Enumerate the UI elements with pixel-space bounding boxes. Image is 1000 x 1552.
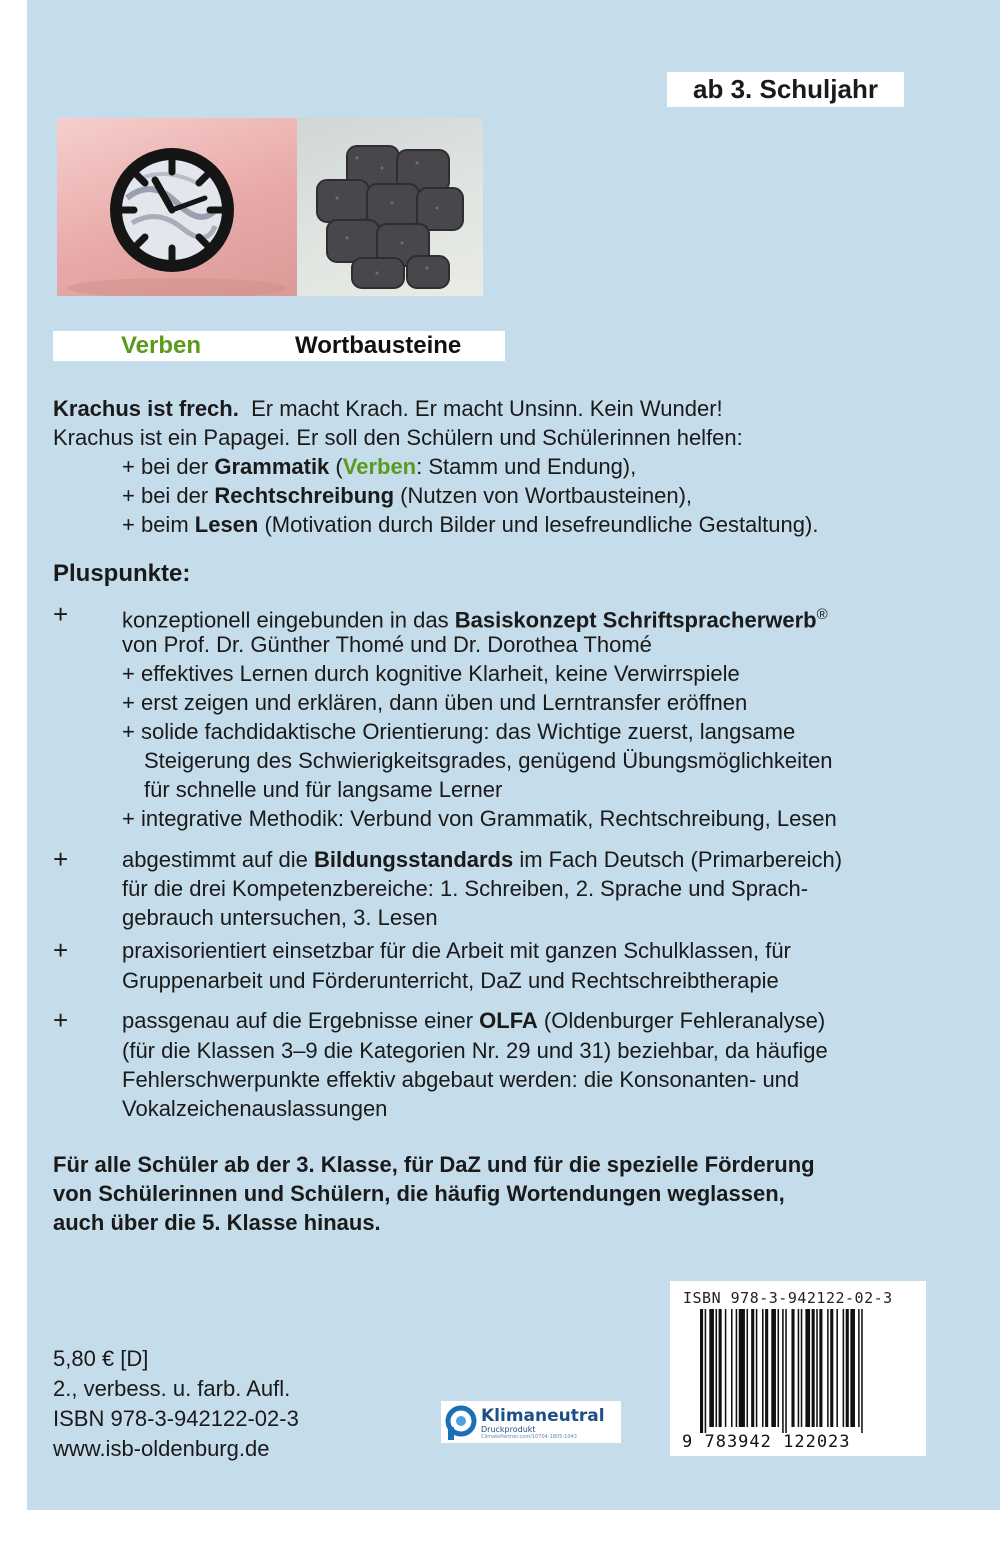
pluspunkt-3-line-1: praxisorientiert einsetzbar für die Arbeit mit ganzen Schulklassen, für (122, 938, 791, 963)
intro-bullet-rechtschreibung: + bei der Rechtschreibung (Nutzen von Wortbausteinen), (122, 483, 693, 508)
barcode-bar (765, 1309, 768, 1427)
pluspunkt-1-sub-3-cont-2: für schnelle und für langsame Lerner (144, 777, 503, 802)
barcode-digits: 9 783942 122023 (682, 1432, 851, 1452)
topic-verben: Verben (121, 332, 202, 359)
barcode-bar (812, 1309, 815, 1427)
barcode-bar (736, 1309, 738, 1427)
pluspunkt-4-line-3: Fehlerschwerpunkte effektiv abgebaut werden: die Konsonanten- und (122, 1067, 800, 1092)
barcode-bar (785, 1309, 787, 1433)
barcode-isbn-text: ISBN 978-3-942122-02-3 (683, 1289, 893, 1307)
barcode-bar (705, 1309, 707, 1433)
topic-bar (53, 331, 505, 361)
barcode-bars (700, 1309, 908, 1433)
closing-line: von Schülerinnen und Schülern, die häufig Wortendungen weglassen, (53, 1181, 785, 1206)
barcode-bar (819, 1309, 822, 1427)
pluspunkt-1-line-1: konzeptionell eingebunden in das Basiskonzept Schriftspracherwerb® (122, 606, 828, 633)
barcode-bar (846, 1309, 849, 1427)
pluspunkt-1-sub-2: + erst zeigen und erklären, dann üben und Lerntransfer eröffnen (122, 690, 748, 715)
barcode-bar (827, 1309, 829, 1427)
barcode-bar (830, 1309, 833, 1427)
intro-bullet-lesen: + beim Lesen (Motivation durch Bilder und lesefreundliche Gestaltung). (122, 512, 819, 537)
intro-line-1 (53, 394, 723, 423)
barcode-bar (861, 1309, 863, 1433)
publisher-info (53, 1344, 299, 1464)
barcode-bar (716, 1309, 718, 1427)
barcode-bar (778, 1309, 780, 1427)
grade-badge: ab 3. Schuljahr (667, 72, 904, 107)
isbn: ISBN 978-3-942122-02-3 (53, 1406, 299, 1431)
pluspunkt-4-line-4: Vokalzeichenauslassungen (122, 1096, 388, 1121)
barcode-bar (801, 1309, 803, 1427)
clock-photo (57, 118, 297, 296)
cover-photos (57, 118, 483, 296)
edition: 2., verbess. u. farb. Aufl. (53, 1376, 291, 1401)
barcode-bar (731, 1309, 733, 1427)
barcode-bar (762, 1309, 764, 1427)
barcode-bar (850, 1309, 855, 1427)
intro-line-2: Krachus ist ein Papagei. Er soll den Schülern und Schülerinnen helfen: (53, 425, 743, 450)
barcode-bar (700, 1309, 703, 1433)
pluspunkt-1-sub-4: + integrative Methodik: Verbund von Grammatik, Rechtschreibung, Lesen (122, 806, 837, 831)
plus-icon: + (53, 844, 69, 874)
barcode-bar (843, 1309, 845, 1427)
barcode-bar (756, 1309, 758, 1427)
barcode-bar (816, 1309, 818, 1427)
pluspunkt-2-line-1: abgestimmt auf die Bildungsstandards im Fach Deutsch (Primarbereich) (122, 847, 843, 872)
closing-line: auch über die 5. Klasse hinaus. (53, 1210, 381, 1235)
website: www.isb-oldenburg.de (53, 1436, 270, 1461)
pluspunkt-4-line-2: (für die Klassen 3–9 die Kategorien Nr. 29 und 31) beziehbar, da häufige (122, 1038, 828, 1063)
barcode-bar (709, 1309, 714, 1427)
barcode-bar (771, 1309, 776, 1427)
pluspunkt-1-line-2: von Prof. Dr. Günther Thomé und Dr. Dorothea Thomé (122, 632, 652, 657)
pluspunkt-3-line-2: Gruppenarbeit und Förderunterricht, DaZ und Rechtschreibtherapie (122, 968, 779, 993)
closing-line: Für alle Schüler ab der 3. Klasse, für DaZ und für die spezielle Förderung (53, 1152, 815, 1177)
barcode-bar (725, 1309, 727, 1427)
barcode-bar (858, 1309, 860, 1427)
stone-blocks-photo (297, 118, 483, 296)
barcode-bar (782, 1309, 784, 1433)
pluspunkt-1-sub-1: + effektives Lernen durch kognitive Klarheit, keine Verwirrspiele (122, 661, 740, 686)
barcode-bar (747, 1309, 749, 1427)
closing-statement (53, 1150, 815, 1237)
pluspunkt-2-line-2: für die drei Kompetenzbereiche: 1. Schreiben, 2. Sprache und Sprach- (122, 876, 809, 901)
plus-icon: + (53, 935, 69, 965)
barcode-bar (751, 1309, 754, 1427)
barcode-bar (719, 1309, 722, 1427)
plus-icon: + (53, 1005, 69, 1035)
klimaneutral-title: Klimaneutral (481, 1406, 605, 1426)
pluspunkt-1-sub-3: + solide fachdidaktische Orientierung: das Wichtige zuerst, langsame (122, 719, 796, 744)
climate-partner-icon (444, 1405, 478, 1441)
klimaneutral-id: ClimatePartner.com/10704-1805-1043 (481, 1434, 577, 1440)
pluspunkt-1-sub-3-cont-1: Steigerung des Schwierigkeitsgrades, genügend Übungsmöglichkeiten (144, 748, 833, 773)
pluspunkt-2-line-3: gebrauch untersuchen, 3. Lesen (122, 905, 438, 930)
intro-rest: Er macht Krach. Er macht Unsinn. Kein Wunder! (251, 396, 723, 421)
intro-bold: Krachus ist frech. (53, 396, 239, 421)
plus-icon: + (53, 599, 69, 629)
barcode-bar (836, 1309, 838, 1427)
barcode-bar (798, 1309, 800, 1427)
pluspunkte-heading: Pluspunkte: (53, 560, 191, 587)
barcode-bar (739, 1309, 745, 1427)
topic-wortbausteine: Wortbausteine (295, 332, 462, 359)
price: 5,80 € [D] (53, 1346, 149, 1371)
intro-bullet-grammatik: + bei der Grammatik (Verben: Stamm und Endung), (122, 454, 637, 479)
klimaneutral-subtitle: Druckprodukt (481, 1425, 536, 1434)
barcode-bar (805, 1309, 810, 1427)
barcode-bar (791, 1309, 794, 1427)
isbn-barcode (670, 1281, 926, 1456)
pluspunkt-4-line-1: passgenau auf die Ergebnisse einer OLFA (Oldenburger Fehleranalyse) (122, 1008, 826, 1033)
klimaneutral-badge (441, 1401, 621, 1443)
